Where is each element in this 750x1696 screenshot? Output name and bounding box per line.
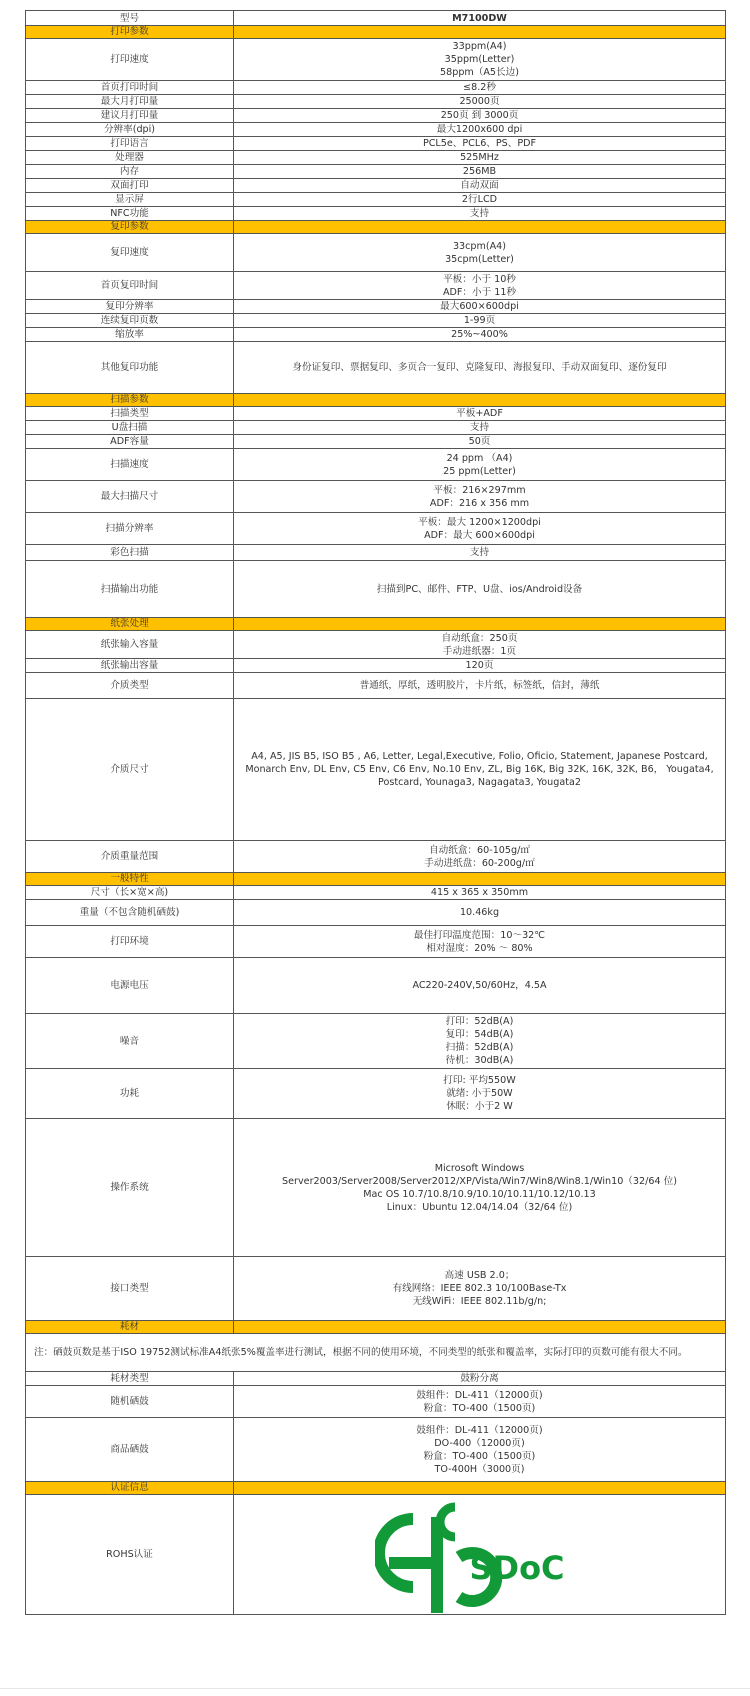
spec-value: 525MHz — [234, 151, 726, 165]
section-header-scan — [26, 394, 726, 407]
spec-label: 打印环境 — [26, 926, 234, 958]
spec-row — [26, 1257, 726, 1321]
spec-value: 高速 USB 2.0； 有线网络：IEEE 802.3 10/100Base-Tx 无线WiFi：IEEE 802.11b/g/n; — [234, 1257, 726, 1321]
spec-label: 介质重量范围 — [26, 841, 234, 873]
spec-label: 纸张输出容量 — [26, 659, 234, 673]
spec-label: 打印语言 — [26, 137, 234, 151]
spec-label: 扫描输出功能 — [26, 561, 234, 618]
section-title: 打印参数 — [26, 26, 234, 39]
spec-value: 普通纸，厚纸，透明胶片，卡片纸，标签纸，信封，薄纸 — [234, 673, 726, 699]
spec-value: 10.46kg — [234, 900, 726, 926]
spec-row — [26, 449, 726, 481]
spec-label: 重量（不包含随机硒鼓) — [26, 900, 234, 926]
spec-row — [26, 207, 726, 221]
spec-value: 25%~400% — [234, 328, 726, 342]
spec-label: NFC功能 — [26, 207, 234, 221]
spec-value: 鼓粉分离 — [234, 1372, 726, 1386]
spec-label: 双面打印 — [26, 179, 234, 193]
spec-label: 分辨率(dpi) — [26, 123, 234, 137]
spec-value: 最佳打印温度范围：10～32℃ 相对湿度：20% ～ 80% — [234, 926, 726, 958]
section-title: 纸张处理 — [26, 618, 234, 631]
spec-value: 415 x 365 x 350mm — [234, 886, 726, 900]
spec-label: 随机硒鼓 — [26, 1386, 234, 1418]
spec-value: 2行LCD — [234, 193, 726, 207]
spec-row — [26, 300, 726, 314]
spec-label: 复印分辨率 — [26, 300, 234, 314]
consumables-note: 注：硒鼓页数是基于ISO 19752测试标准A4纸张5%覆盖率进行测试，根据不同的使用环境，不同类型的纸张和覆盖率，实际打印的页数可能有很大不同。 — [26, 1334, 726, 1372]
spec-value: 鼓组件：DL-411（12000页) DO-400（12000页) 粉盒：TO-400（1500页) TO-400H（3000页) — [234, 1418, 726, 1482]
spec-value: 鼓组件：DL-411（12000页) 粉盒：TO-400（1500页) — [234, 1386, 726, 1418]
spec-label: 噪音 — [26, 1014, 234, 1069]
spec-row — [26, 1418, 726, 1482]
spec-label: 商品硒鼓 — [26, 1418, 234, 1482]
spec-row — [26, 841, 726, 873]
spec-row — [26, 234, 726, 272]
spec-row — [26, 481, 726, 513]
spec-value: ≤8.2秒 — [234, 81, 726, 95]
spec-label: 复印速度 — [26, 234, 234, 272]
spec-value: A4, A5, JIS B5, ISO B5 , A6, Letter, Legal,Executive, Folio, Oficio, Statement, Japanese Postcard, Monarch Env, DL Env, C5 Env, C6 Env, No.10 Env, ZL, Big 16K, Big 32K, 16K, 32K, B6， Yougata4, Postcard, Younaga3, Nagagata3, Yougata2 — [234, 699, 726, 841]
spec-value: 24 ppm （A4) 25 ppm(Letter) — [234, 449, 726, 481]
spec-row — [26, 407, 726, 421]
spec-value: PCL5e、PCL6、PS、PDF — [234, 137, 726, 151]
spec-label: 处理器 — [26, 151, 234, 165]
spec-label: 耗材类型 — [26, 1372, 234, 1386]
spec-row — [26, 421, 726, 435]
spec-value: 250页 到 3000页 — [234, 109, 726, 123]
spec-row — [26, 179, 726, 193]
spec-row — [26, 958, 726, 1014]
spec-label: 首页复印时间 — [26, 272, 234, 300]
section-title: 复印参数 — [26, 221, 234, 234]
spec-row — [26, 1495, 726, 1615]
spec-label: 首页打印时间 — [26, 81, 234, 95]
spec-row — [26, 1372, 726, 1386]
spec-row — [26, 342, 726, 394]
spec-label: 接口类型 — [26, 1257, 234, 1321]
spec-label: 扫描分辨率 — [26, 513, 234, 545]
spec-value: 支持 — [234, 545, 726, 561]
spec-value: 120页 — [234, 659, 726, 673]
spec-row — [26, 561, 726, 618]
spec-value: 平板：小于 10秒 ADF：小于 11秒 — [234, 272, 726, 300]
model-header-row — [26, 11, 726, 26]
spec-row — [26, 151, 726, 165]
spec-label: 连续复印页数 — [26, 314, 234, 328]
spec-value: 50页 — [234, 435, 726, 449]
spec-row — [26, 435, 726, 449]
section-header-certification — [26, 1482, 726, 1495]
spec-label: ADF容量 — [26, 435, 234, 449]
spec-row — [26, 900, 726, 926]
model-value: M7100DW — [234, 11, 726, 26]
sdoc-logo-text: SDoC — [468, 1548, 565, 1587]
spec-row — [26, 1119, 726, 1257]
note-row — [26, 1334, 726, 1372]
spec-row — [26, 926, 726, 958]
spec-row — [26, 272, 726, 300]
spec-value: AC220-240V,50/60Hz，4.5A — [234, 958, 726, 1014]
section-header-consumables — [26, 1321, 726, 1334]
spec-label: 操作系统 — [26, 1119, 234, 1257]
spec-value: 33cpm(A4) 35cpm(Letter) — [234, 234, 726, 272]
spec-label: 建议月打印量 — [26, 109, 234, 123]
spec-label: 尺寸（长×宽×高) — [26, 886, 234, 900]
spec-label: 最大扫描尺寸 — [26, 481, 234, 513]
spec-row — [26, 137, 726, 151]
spec-label: 显示屏 — [26, 193, 234, 207]
spec-row — [26, 314, 726, 328]
spec-value: 打印: 平均550W 就绪: 小于50W 休眠：小于2 W — [234, 1069, 726, 1119]
spec-row — [26, 886, 726, 900]
model-label: 型号 — [26, 11, 234, 26]
spec-value: 平板：最大 1200×1200dpi ADF：最大 600×600dpi — [234, 513, 726, 545]
spec-value: 自动纸盒：60-105g/㎡ 手动进纸盘：60-200g/㎡ — [234, 841, 726, 873]
spec-label: 打印速度 — [26, 39, 234, 81]
spec-label: 缩放率 — [26, 328, 234, 342]
spec-label: 其他复印功能 — [26, 342, 234, 394]
spec-value: 自动双面 — [234, 179, 726, 193]
spec-row — [26, 659, 726, 673]
page-bottom-divider — [0, 1688, 750, 1689]
spec-row — [26, 81, 726, 95]
section-header-paper — [26, 618, 726, 631]
spec-label: 纸张输入容量 — [26, 631, 234, 659]
spec-row — [26, 165, 726, 179]
spec-row — [26, 699, 726, 841]
spec-row — [26, 545, 726, 561]
spec-label: 功耗 — [26, 1069, 234, 1119]
spec-table — [25, 10, 726, 1615]
spec-row — [26, 673, 726, 699]
spec-row — [26, 513, 726, 545]
spec-value: 平板+ADF — [234, 407, 726, 421]
section-title: 耗材 — [26, 1321, 234, 1334]
spec-row — [26, 109, 726, 123]
spec-value: 自动纸盒：250页 手动进纸器：1页 — [234, 631, 726, 659]
spec-row — [26, 1069, 726, 1119]
section-title: 扫描参数 — [26, 394, 234, 407]
spec-value: 扫描到PC、邮件、FTP、U盘、ios/Android设备 — [234, 561, 726, 618]
section-title: 一般特性 — [26, 873, 234, 886]
spec-row — [26, 631, 726, 659]
spec-label: 介质尺寸 — [26, 699, 234, 841]
section-header-copy — [26, 221, 726, 234]
spec-label: 介质类型 — [26, 673, 234, 699]
spec-value: 33ppm(A4) 35ppm(Letter) 58ppm（A5长边) — [234, 39, 726, 81]
spec-value: 身份证复印、票据复印、多页合一复印、克隆复印、海报复印、手动双面复印、逐份复印 — [234, 342, 726, 394]
spec-value: 最大600×600dpi — [234, 300, 726, 314]
spec-row — [26, 1014, 726, 1069]
spec-label: ROHS认证 — [26, 1495, 234, 1615]
spec-value: 256MB — [234, 165, 726, 179]
spec-label: 内存 — [26, 165, 234, 179]
spec-label: 彩色扫描 — [26, 545, 234, 561]
spec-value: 支持 — [234, 421, 726, 435]
spec-row — [26, 193, 726, 207]
spec-row — [26, 328, 726, 342]
spec-row — [26, 95, 726, 109]
spec-label: 扫描类型 — [26, 407, 234, 421]
rohs-logo-cell — [234, 1495, 726, 1615]
spec-value: 支持 — [234, 207, 726, 221]
spec-value: 打印：52dB(A) 复印：54dB(A) 扫描：52dB(A) 待机：30dB(A) — [234, 1014, 726, 1069]
spec-label: 电源电压 — [26, 958, 234, 1014]
spec-row — [26, 39, 726, 81]
section-header-print — [26, 26, 726, 39]
spec-row — [26, 123, 726, 137]
spec-row — [26, 1386, 726, 1418]
green-product-logo-icon — [375, 1497, 585, 1613]
spec-value: Microsoft Windows Server2003/Server2008/Server2012/XP/Vista/Win7/Win8/Win8.1/Win10（32/64 位) Mac OS 10.7/10.8/10.9/10.10/10.11/10.12/10.13 Linux：Ubuntu 12.04/14.04（32/64 位) — [234, 1119, 726, 1257]
spec-value: 25000页 — [234, 95, 726, 109]
spec-label: 最大月打印量 — [26, 95, 234, 109]
spec-label: 扫描速度 — [26, 449, 234, 481]
spec-value: 最大1200x600 dpi — [234, 123, 726, 137]
section-title: 认证信息 — [26, 1482, 234, 1495]
spec-label: U盘扫描 — [26, 421, 234, 435]
spec-value: 1-99页 — [234, 314, 726, 328]
spec-value: 平板：216×297mm ADF：216 x 356 mm — [234, 481, 726, 513]
section-header-general — [26, 873, 726, 886]
